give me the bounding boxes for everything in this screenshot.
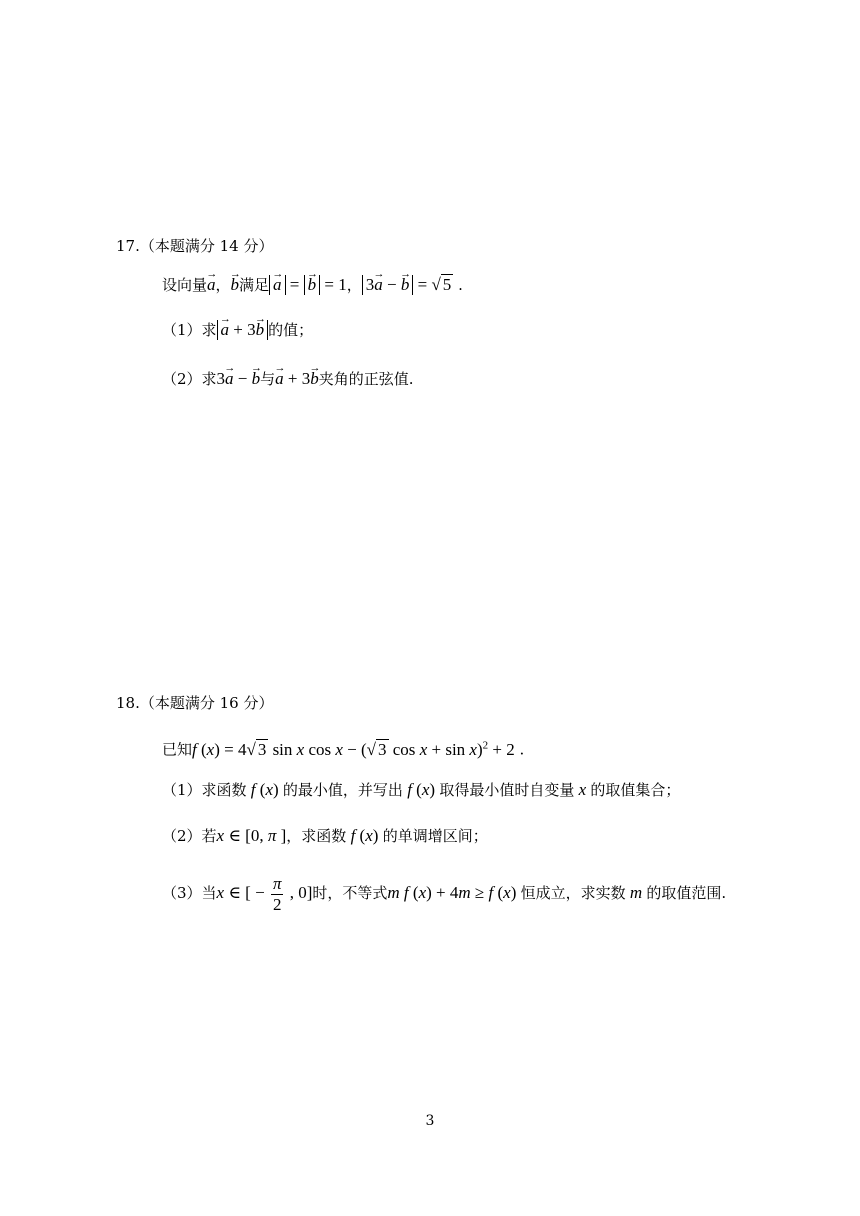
math-given-condition: → a = → b = 1 xyxy=(269,275,347,294)
math-expression: f (x) xyxy=(250,780,283,799)
text: 的取值集合； xyxy=(590,781,681,799)
text: ， xyxy=(346,276,362,294)
problem-18-question-3 xyxy=(162,873,726,915)
text: 已知 xyxy=(162,740,193,759)
text: （3）当 xyxy=(162,884,217,902)
problem-18-question-2 xyxy=(162,826,488,846)
text: ，求函数 xyxy=(286,827,347,845)
text: 恒成立，求实数 xyxy=(520,884,626,902)
text: 满足 xyxy=(239,276,270,294)
problem-18-question-1 xyxy=(162,780,680,800)
math-vector-b: → b xyxy=(231,275,240,294)
math-given-condition-2: 3→ a − → b = √ 5 xyxy=(362,275,454,294)
problem-17-header xyxy=(116,236,273,256)
math-function-definition: f (x) = 4√ 3 sin x cos x − (√ 3 cos x + sin x)$^2$ + 2 xyxy=(192,739,515,759)
text: ， xyxy=(215,276,231,294)
page-number: 3 xyxy=(425,1113,435,1129)
text: 夹角的正弦值. xyxy=(318,370,414,388)
math-expression: x ∈ [ − $\frac{\pi}{2}$ , 0] xyxy=(216,873,313,914)
math-expression: x ∈ [0, π ] xyxy=(216,826,287,845)
math-expression: → a + 3→ b xyxy=(275,369,319,388)
problem-17-question-2 xyxy=(162,369,414,389)
problem-18-header-text: 18.（本题满分 16 分） xyxy=(116,694,274,712)
problem-17-header-text: 17.（本题满分 14 分） xyxy=(116,237,274,255)
math-expression: m f (x) + 4m ≥ f (x) xyxy=(387,883,521,902)
math-vector-a: → a xyxy=(207,275,216,294)
problem-17-given xyxy=(162,275,463,295)
text: 的单调增区间； xyxy=(382,827,488,845)
math-expression: x xyxy=(578,780,587,799)
problem-18-header xyxy=(116,693,273,713)
text: （1）求函数 xyxy=(162,781,247,799)
text: . xyxy=(519,740,525,759)
problem-17-question-1 xyxy=(162,320,313,340)
text: （1）求 xyxy=(162,321,217,339)
text: 的值； xyxy=(268,321,314,339)
text: 与 xyxy=(260,370,276,388)
text: 取得最小值时自变量 xyxy=(439,781,575,799)
problem-18-given xyxy=(162,735,524,760)
text: 时，不等式 xyxy=(312,884,388,902)
math-expression: → a + 3→ b xyxy=(217,320,269,339)
math-expression: f (x) xyxy=(350,826,383,845)
text: （2）若 xyxy=(162,827,217,845)
text: . xyxy=(458,276,463,294)
text: 的取值范围. xyxy=(646,884,727,902)
math-expression: 3→ a − → b xyxy=(217,369,261,388)
math-expression: f (x) xyxy=(407,780,440,799)
math-expression: m xyxy=(629,883,643,902)
text: （2）求 xyxy=(162,370,217,388)
text: 设向量 xyxy=(162,276,208,294)
text: 的最小值，并写出 xyxy=(282,781,403,799)
